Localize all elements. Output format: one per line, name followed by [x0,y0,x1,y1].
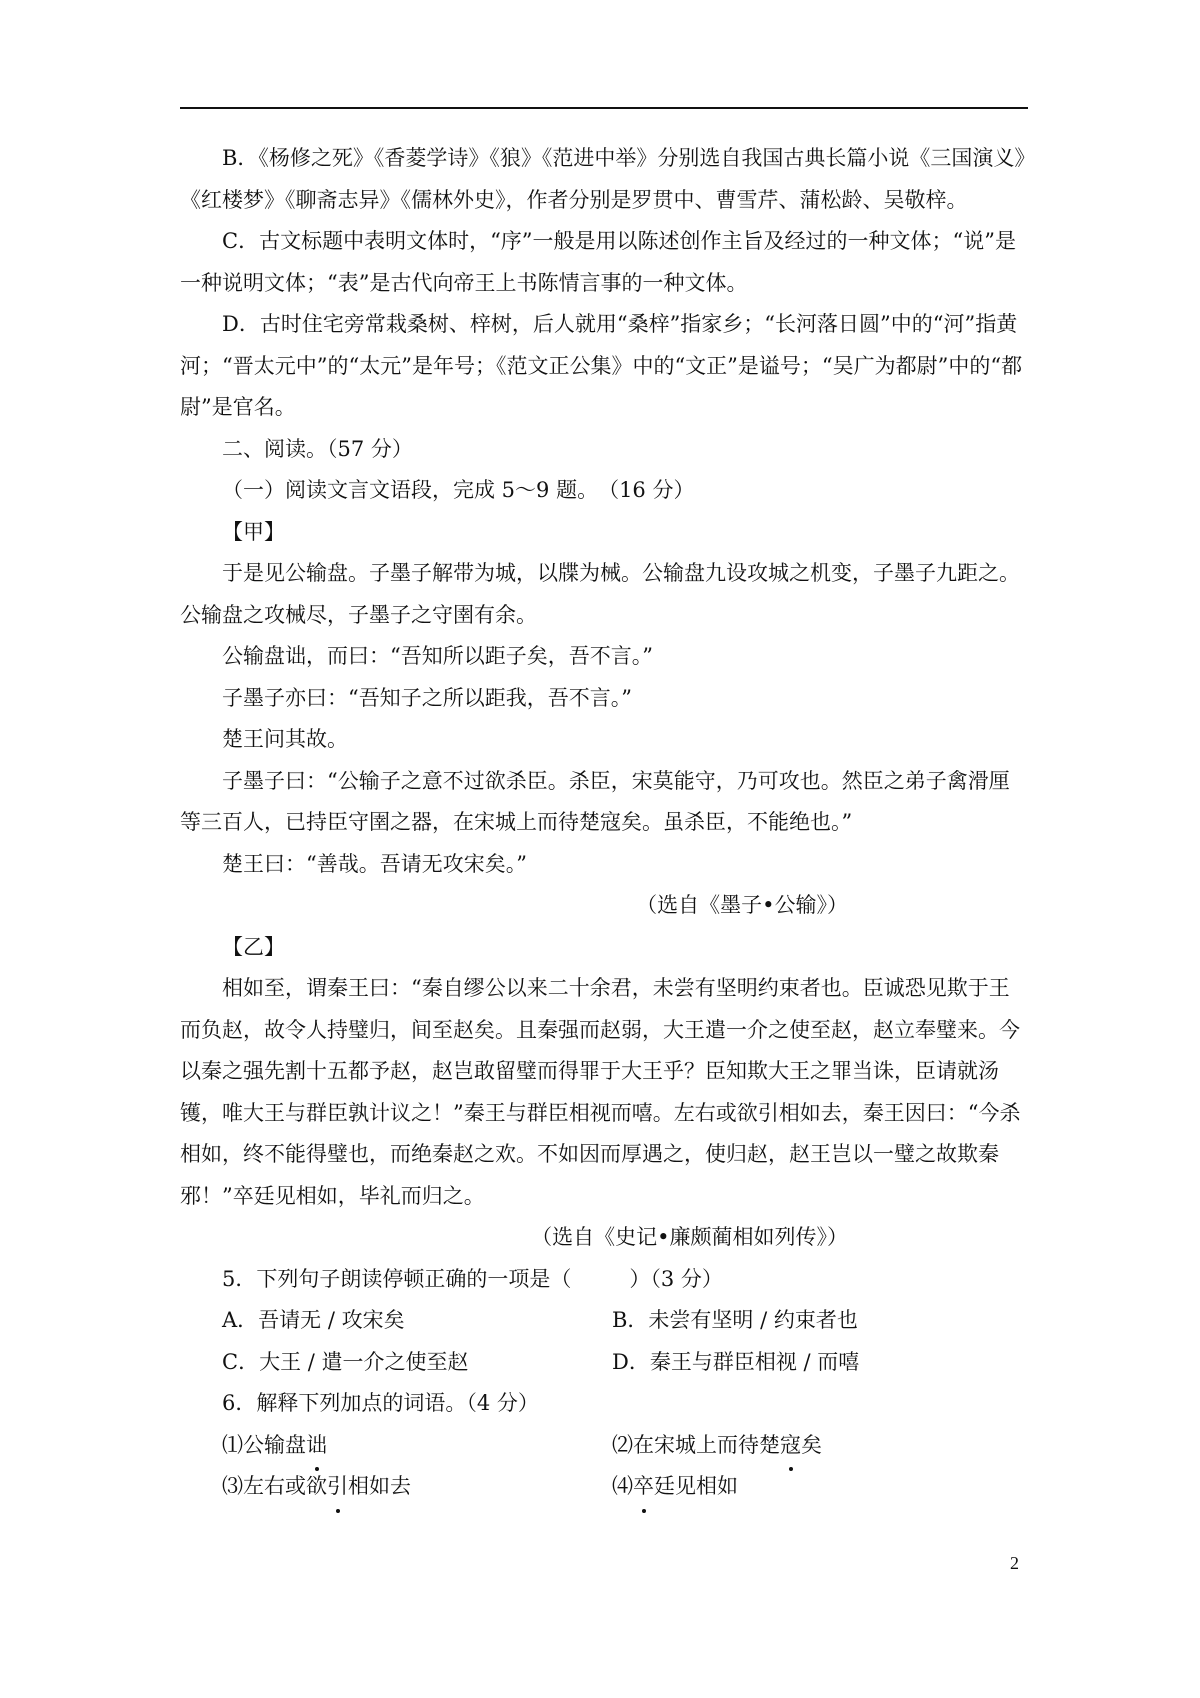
q6-item-text: 矣 [801,1432,822,1457]
q6-item-text: 廷见相如 [654,1474,738,1498]
question-6-stem: 6．解释下列加点的词语。（4 分） [222,1391,539,1415]
dotted-word: 卒 [633,1466,654,1508]
q6-item-1 [222,1425,612,1467]
q6-item-text: ⑶左右或欲 [222,1474,327,1498]
question-6-items-row [180,1425,1030,1467]
page-number: 2 [1010,1553,1019,1573]
option-b-choice: B．未尝有坚明 / 约束者也 [612,1308,858,1332]
question-5-options-row [180,1342,1030,1384]
question-6-items-row [180,1466,1030,1508]
jia-paragraph: 于是见公输盘。子墨子解带为城，以牒为械。公输盘九设攻城之机变，子墨子九距之。公输盘之攻械尽，子墨子之守圉有余。 [180,561,1020,627]
question-5-text: 5．下列句子朗读停顿正确的一项是（ [222,1266,572,1291]
q6-item-4 [612,1466,1002,1508]
yi-paragraph: 相如至，谓秦王曰：“秦自缪公以来二十余君，未尝有坚明约束者也。臣诚恐见欺于王而负赵，故令人持璧归，间至赵矣。且秦强而赵弱，大王遣一介之使至赵，赵立奉璧来。今以秦之强先割十五都予赵，赵岂敢留璧而得罪于大王乎？臣知欺大王之罪当诛，臣请就汤镬，唯大王与群臣孰计议之！”秦王与群臣相视而嘻。左右或欲引相如去，秦王因曰：“今杀相如，终不能得璧也，而绝秦赵之欢。不如因而厚遇之，使归赵，赵王岂以一璧之故欺秦邪！”卒廷见相如，毕礼而归之。 [180,976,1021,1208]
header-rule [180,107,1028,109]
part-heading: （一）阅读文言文语段，完成 5～9 题。 （16 分） [222,478,695,502]
q6-item-text: 相如去 [348,1474,411,1498]
option-c: C．古文标题中表明文体时，“序”一般是用以陈述创作主旨及经过的一种文体；“说”是一种说明文体；“表”是古代向帝王上书陈情言事的一种文体。 [180,229,1017,295]
option-c-choice: C．大王 / 遣一介之使至赵 [222,1349,469,1374]
passage-jia-label: 【甲】 [222,519,285,544]
dotted-word: 诎 [306,1425,327,1467]
jia-source: （选自《墨子•公输》） [636,893,848,917]
option-d-choice: D．秦王与群臣相视 / 而嘻 [612,1349,860,1374]
question-5-score: ）（3 分） [629,1266,723,1291]
q6-item-text: ⑷ [612,1474,633,1498]
q6-item-3 [222,1466,612,1508]
option-a: A．吾请无 / 攻宋矣 [222,1308,405,1332]
q6-item-text: ⑴公输盘 [222,1432,306,1457]
q6-item-text: ⑵在宋城上而待楚 [612,1432,780,1457]
jia-paragraph: 楚王曰：“善哉。吾请无攻宋矣。” [222,851,527,876]
page-content [180,138,1030,1508]
yi-source: （选自《史记•廉颇蔺相如列传》） [531,1225,848,1249]
option-b: B．《杨修之死》《香菱学诗》《狼》《范进中举》分别选自我国古典长篇小说《三国演义》《红楼梦》《聊斋志异》《儒林外史》，作者分别是罗贯中、曹雪芹、蒲松龄、吴敬梓。 [180,146,1025,212]
question-5-stem [180,1259,1030,1301]
dotted-word: 引 [327,1466,348,1508]
option-d: D．古时住宅旁常栽桑树、梓树，后人就用“桑梓”指家乡；“长河落日圆”中的“河”指黄河；“晋太元中”的“太元”是年号；《范文正公集》中的“文正”是谥号；“吴广为都尉”中的“都尉”是官名。 [180,312,1023,419]
q6-item-2 [612,1425,1002,1467]
section-heading: 二、阅读。（57 分） [222,436,413,461]
question-5-options-row [180,1300,1030,1342]
jia-paragraph: 子墨子曰：“公输子之意不过欲杀臣。杀臣，宋莫能守，乃可攻也。然臣之弟子禽滑厘等三百人，已持臣守圉之器，在宋城上而待楚寇矣。虽杀臣，不能绝也。” [180,768,1010,834]
jia-paragraph: 子墨子亦曰：“吾知子之所以距我，吾不言。” [222,685,632,710]
jia-paragraph: 楚王问其故。 [222,727,348,751]
jia-paragraph: 公输盘诎，而曰：“吾知所以距子矣，吾不言。” [222,644,653,668]
passage-yi-label: 【乙】 [222,934,285,959]
dotted-word: 寇 [780,1425,801,1467]
